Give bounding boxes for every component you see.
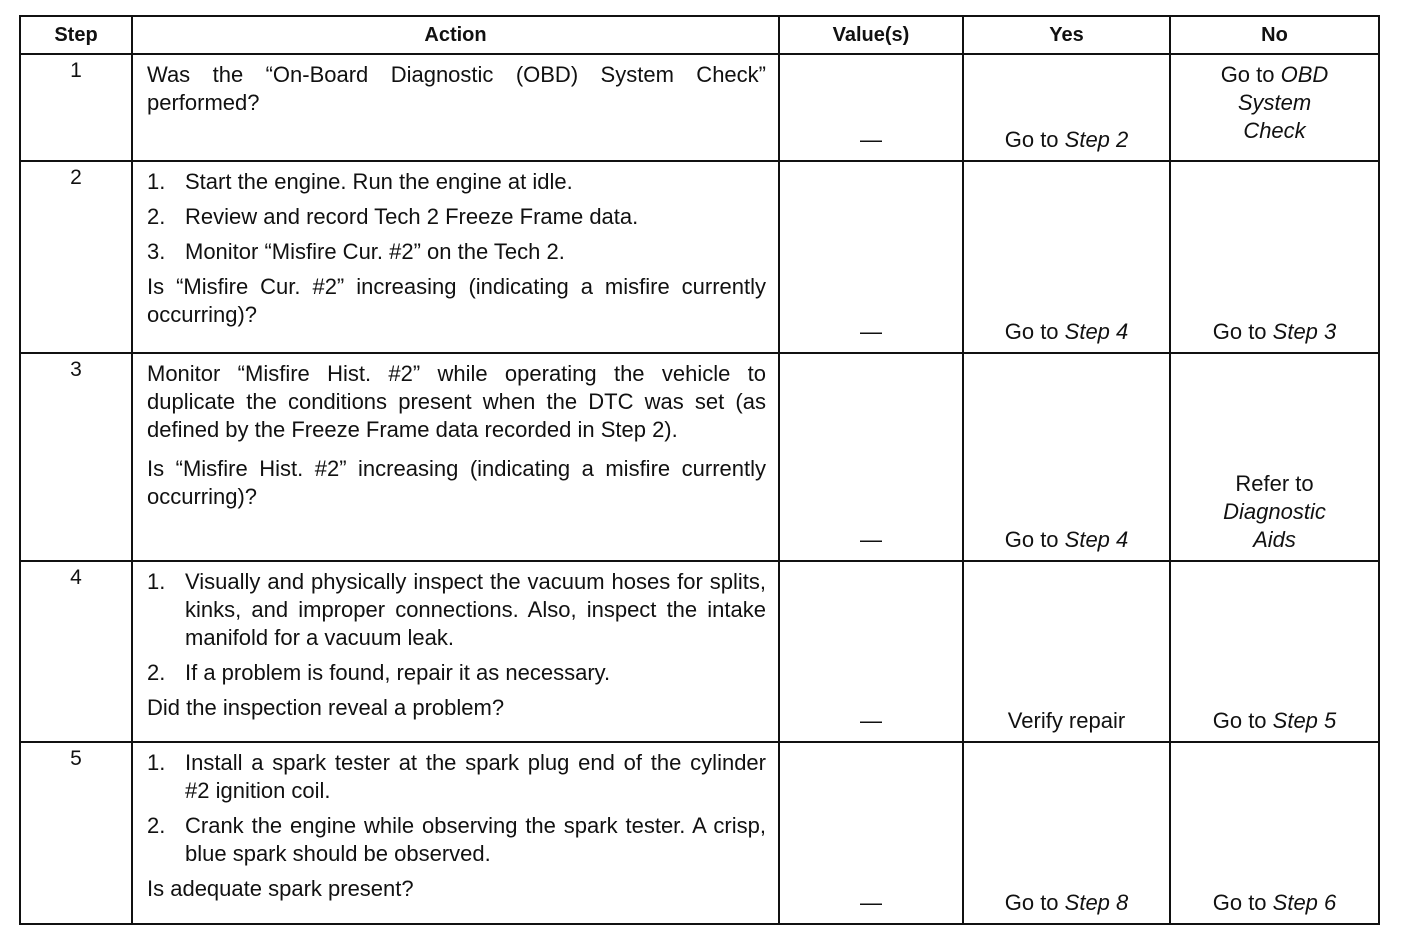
step-number: 4 xyxy=(20,561,132,742)
action-question: Was the “On-Board Diagnostic (OBD) System Check” performed? xyxy=(147,62,766,115)
yes-result: Verify repair xyxy=(1007,708,1126,733)
no-step-link: Step 6 xyxy=(1272,890,1337,915)
value-cell xyxy=(779,561,963,742)
no-link-part: System xyxy=(1237,90,1312,115)
no-prefix: Go to xyxy=(1220,62,1281,87)
no-result xyxy=(1213,318,1337,346)
table-row xyxy=(20,161,1379,353)
table-row xyxy=(20,54,1379,161)
action-list xyxy=(147,568,766,687)
action-list-item xyxy=(147,238,766,266)
action-list-item xyxy=(147,168,766,196)
action-list-item xyxy=(147,568,766,652)
yes-cell xyxy=(963,353,1170,561)
step-number: 1 xyxy=(20,54,132,161)
no-prefix: Go to xyxy=(1212,890,1273,915)
value-dash: — xyxy=(860,127,882,152)
action-paragraph: Monitor “Misfire Hist. #2” while operating the vehicle to duplicate the conditions present when the DTC was set (as defined by the Freeze Frame data recorded in Step 2). xyxy=(147,361,766,442)
action-list xyxy=(147,749,766,868)
yes-result xyxy=(1005,889,1129,917)
no-prefix: Go to xyxy=(1212,319,1273,344)
header-row xyxy=(20,16,1379,54)
yes-cell xyxy=(963,54,1170,161)
no-result: Refer to xyxy=(1235,471,1314,496)
no-link-part: Diagnostic xyxy=(1223,499,1326,524)
action-cell xyxy=(132,161,779,353)
no-prefix: Go to xyxy=(1212,708,1273,733)
table-row xyxy=(20,353,1379,561)
value-dash: — xyxy=(860,527,882,552)
item-number: 1. xyxy=(147,569,166,594)
yes-result xyxy=(1005,318,1129,346)
item-text: Review and record Tech 2 Freeze Frame data. xyxy=(185,204,639,229)
action-list xyxy=(147,168,766,266)
no-link-part: OBD xyxy=(1280,62,1329,87)
yes-prefix: Go to xyxy=(1004,890,1065,915)
value-dash: — xyxy=(860,890,882,915)
step-number: 2 xyxy=(20,161,132,353)
no-cell xyxy=(1170,54,1379,161)
yes-cell xyxy=(963,742,1170,924)
item-text: Monitor “Misfire Cur. #2” on the Tech 2. xyxy=(185,239,565,264)
action-question: Is adequate spark present? xyxy=(147,876,414,901)
table-row xyxy=(20,742,1379,924)
action-list-item xyxy=(147,812,766,868)
value-cell xyxy=(779,353,963,561)
step-number: 3 xyxy=(20,353,132,561)
yes-prefix: Go to xyxy=(1004,319,1065,344)
yes-step-link: Step 4 xyxy=(1064,527,1129,552)
action-cell xyxy=(132,561,779,742)
no-step-link: Step 5 xyxy=(1272,708,1337,733)
item-text: Install a spark tester at the spark plug end of the cylinder #2 ignition coil. xyxy=(185,750,766,803)
action-question: Is “Misfire Cur. #2” increasing (indicating a misfire currently occurring)? xyxy=(147,274,766,327)
item-number: 2. xyxy=(147,660,166,685)
header-step: Step xyxy=(20,16,132,54)
item-number: 2. xyxy=(147,813,166,838)
yes-result xyxy=(1005,126,1129,154)
yes-cell xyxy=(963,161,1170,353)
table-row xyxy=(20,561,1379,742)
no-cell xyxy=(1170,161,1379,353)
item-number: 1. xyxy=(147,750,166,775)
no-step-link: Step 3 xyxy=(1272,319,1337,344)
yes-step-link: Step 2 xyxy=(1064,127,1129,152)
header-no: No xyxy=(1170,16,1379,54)
header-yes: Yes xyxy=(963,16,1170,54)
header-values: Value(s) xyxy=(779,16,963,54)
value-cell xyxy=(779,742,963,924)
item-number: 3. xyxy=(147,239,166,264)
yes-prefix: Go to xyxy=(1004,527,1065,552)
value-cell xyxy=(779,161,963,353)
item-number: 2. xyxy=(147,204,166,229)
item-text: Visually and physically inspect the vacuum hoses for splits, kinks, and improper connections. Also, inspect the intake manifold for a vacuum leak. xyxy=(185,569,766,650)
no-cell xyxy=(1170,353,1379,561)
no-cell xyxy=(1170,561,1379,742)
value-dash: — xyxy=(860,708,882,733)
yes-cell xyxy=(963,561,1170,742)
yes-result xyxy=(1005,526,1129,554)
yes-step-link: Step 4 xyxy=(1064,319,1129,344)
no-result xyxy=(1221,61,1329,89)
action-list-item xyxy=(147,203,766,231)
action-cell xyxy=(132,54,779,161)
action-cell xyxy=(132,742,779,924)
value-dash: — xyxy=(860,319,882,344)
yes-prefix: Go to xyxy=(1004,127,1065,152)
yes-step-link: Step 8 xyxy=(1064,890,1129,915)
no-link-part: Check xyxy=(1243,118,1306,143)
item-text: If a problem is found, repair it as necessary. xyxy=(185,660,611,685)
action-question: Did the inspection reveal a problem? xyxy=(147,695,505,720)
item-text: Start the engine. Run the engine at idle. xyxy=(185,169,573,194)
action-list-item xyxy=(147,659,766,687)
no-link-part: Aids xyxy=(1253,527,1296,552)
header-action: Action xyxy=(132,16,779,54)
action-list-item xyxy=(147,749,766,805)
no-result xyxy=(1213,889,1337,917)
no-cell xyxy=(1170,742,1379,924)
item-text: Crank the engine while observing the spark tester. A crisp, blue spark should be observed. xyxy=(185,813,766,866)
action-cell xyxy=(132,353,779,561)
step-number: 5 xyxy=(20,742,132,924)
diagnostic-table xyxy=(19,15,1380,925)
value-cell xyxy=(779,54,963,161)
no-result xyxy=(1213,707,1337,735)
item-number: 1. xyxy=(147,169,166,194)
action-question: Is “Misfire Hist. #2” increasing (indicating a misfire currently occurring)? xyxy=(147,456,766,509)
